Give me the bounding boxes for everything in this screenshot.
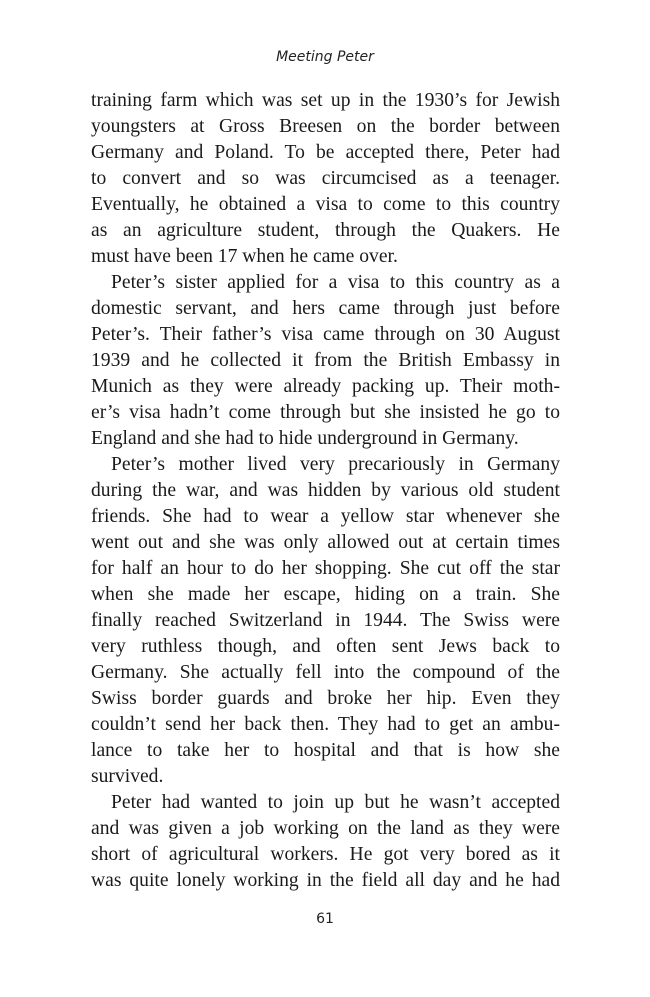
text-line: short of agricultural workers. He got very bored as it: [91, 844, 560, 865]
text-line: training farm which was set up in the 1930’s for Jewish: [91, 90, 560, 111]
text-line: when she made her escape, hiding on a train. She: [91, 584, 560, 605]
text-line: was quite lonely working in the field all day and he had: [91, 870, 560, 891]
text-line: Germany and Poland. To be accepted there, Peter had: [91, 142, 560, 163]
text-line: Peter’s mother lived very precariously in Germany: [111, 454, 560, 475]
text-line: Swiss border guards and broke her hip. Even they: [91, 688, 560, 709]
text-line: England and she had to hide underground in Germany.: [91, 428, 519, 449]
text-line: finally reached Switzerland in 1944. The Swiss were: [91, 610, 560, 631]
text-line: friends. She had to wear a yellow star whenever she: [91, 506, 560, 527]
text-line: Peter had wanted to join up but he wasn’t accepted: [111, 792, 560, 813]
text-line: went out and she was only allowed out at certain times: [91, 532, 560, 553]
text-line: Germany. She actually fell into the compound of the: [91, 662, 560, 683]
text-line: Eventually, he obtained a visa to come to this country: [91, 194, 560, 215]
running-head: Meeting Peter: [276, 49, 374, 65]
paragraph: [91, 452, 560, 790]
text-line: to convert and so was circumcised as a teenager.: [91, 168, 560, 189]
paragraph: [91, 790, 560, 894]
text-line: Peter’s sister applied for a visa to this country as a: [111, 272, 560, 293]
text-line: survived.: [91, 766, 164, 787]
text-line: very ruthless though, and often sent Jews back to: [91, 636, 560, 657]
paragraph: [91, 88, 560, 270]
text-line: couldn’t send her back then. They had to get an ambu-: [91, 714, 560, 735]
text-line: Munich as they were already packing up. Their moth-: [91, 376, 560, 397]
text-line: Peter’s. Their father’s visa came through on 30 August: [91, 324, 560, 345]
text-line: youngsters at Gross Breesen on the border between: [91, 116, 560, 137]
text-line: and was given a job working on the land as they were: [91, 818, 560, 839]
text-line: lance to take her to hospital and that is how she: [91, 740, 560, 761]
text-line: as an agriculture student, through the Quakers. He: [91, 220, 560, 241]
text-line: during the war, and was hidden by various old student: [91, 480, 560, 501]
text-line: domestic servant, and hers came through just before: [91, 298, 560, 319]
text-line: 1939 and he collected it from the British Embassy in: [91, 350, 560, 371]
text-line: for half an hour to do her shopping. She cut off the star: [91, 558, 560, 579]
body-text: [91, 88, 560, 894]
page-number: 61: [316, 911, 334, 927]
text-line: must have been 17 when he came over.: [91, 246, 398, 267]
paragraph: [91, 270, 560, 452]
text-line: er’s visa hadn’t come through but she insisted he go to: [91, 402, 560, 423]
